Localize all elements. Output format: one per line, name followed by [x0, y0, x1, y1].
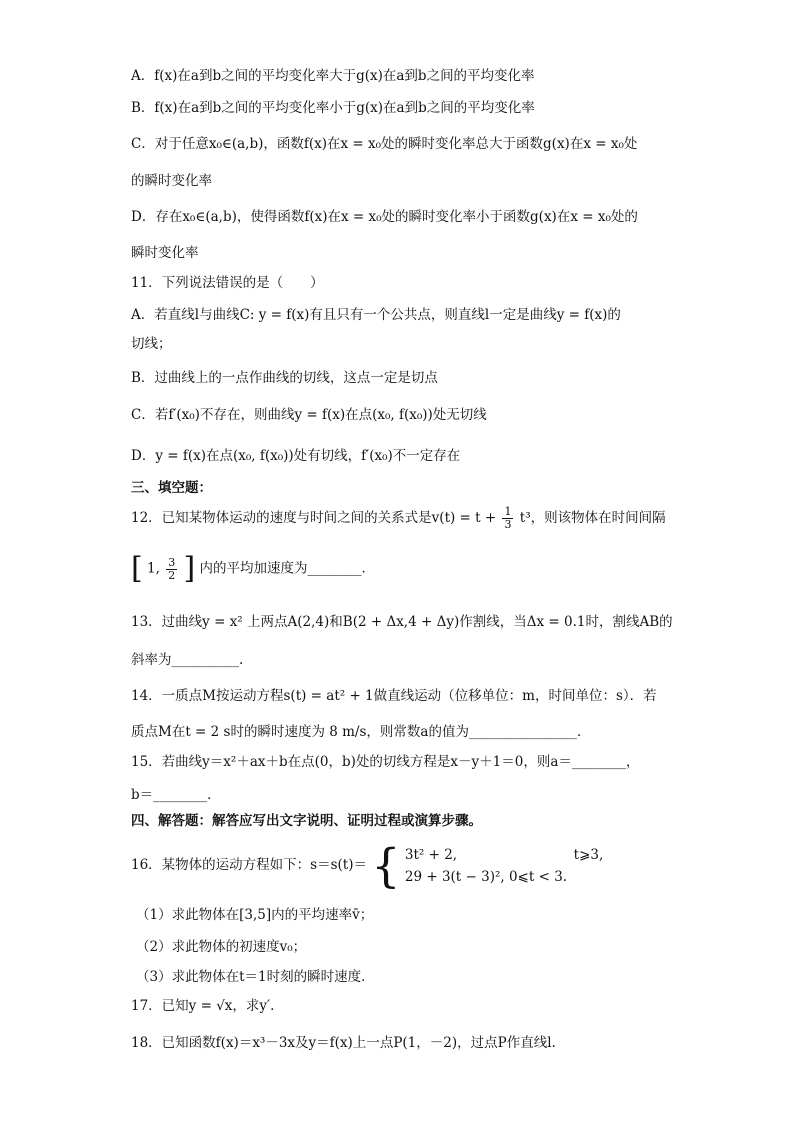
q12-fraction-den: 3: [504, 518, 512, 531]
q12-interval-left: 1,: [147, 560, 160, 577]
q16-prefix: 16．某物体的运动方程如下：s＝s(t)＝: [131, 857, 367, 873]
q16-sub2: （2）求此物体的初速度v₀；: [136, 939, 307, 955]
q12-fraction: [502, 506, 513, 531]
q11-option-c: C．若f′(x₀)不存在，则曲线y = f(x)在点(x₀, f(x₀))处无切线: [131, 407, 487, 423]
q10-option-d-line1: D．存在x₀∈(a,b)，使得函数f(x)在x = x₀处的瞬时变化率小于函数g(x)在x = x₀处的: [131, 209, 638, 225]
q18: 18．已知函数f(x)＝x³－3x及y＝f(x)上一点P(1，－2)，过点P作直线l.: [131, 1035, 556, 1051]
q11-option-a-line1: A．若直线l与曲线C: y = f(x)有且只有一个公共点，则直线l一定是曲线y = f(x)的: [131, 307, 621, 323]
section-answer-heading: 四、解答题：解答应写出文字说明、证明过程或演算步骤。: [131, 813, 482, 829]
q12-left-bracket: [: [131, 551, 143, 586]
section-fill-in-heading: 三、填空题：: [131, 480, 212, 496]
q11-option-a-line2: 切线；: [131, 336, 172, 352]
q15-line2: b＝________．: [131, 787, 221, 803]
q16-sub1: （1）求此物体在[3,5]内的平均速率v̄；: [136, 907, 374, 923]
q12-line1: [131, 506, 666, 531]
q16-case-2: 29 + 3(t − 3)², 0⩽t < 3.: [404, 868, 568, 885]
q14-line1: 14．一质点M按运动方程s(t) = at² + 1做直线运动（位移单位：m，时间单位：s）．若: [131, 688, 657, 704]
q16-sub3: （3）求此物体在t＝1时刻的瞬时速度．: [136, 969, 375, 985]
q12-interval-fraction: [166, 557, 177, 582]
q10-option-a: A．f(x)在a到b之间的平均变化率大于g(x)在a到b之间的平均变化率: [131, 68, 535, 84]
q12-line2-suffix: 内的平均加速度为________．: [199, 560, 376, 577]
q17: 17．已知y = √x，求y′.: [131, 998, 275, 1014]
q16-case1-expr: 3t² + 2,: [404, 846, 458, 863]
q16-brace: {: [371, 838, 401, 893]
q12-interval-num: 3: [168, 555, 176, 569]
q15-line1: 15．若曲线y＝x²＋ax＋b在点(0，b)处的切线方程是x－y＋1＝0，则a＝________，: [131, 754, 640, 770]
q14-line2: 质点M在t = 2 s时的瞬时速度为 8 m/s，则常数a的值为________________．: [131, 724, 591, 740]
q10-option-c-line1: C．对于任意x₀∈(a,b)，函数f(x)在x = x₀处的瞬时变化率总大于函数g(x)在x = x₀处: [131, 136, 638, 152]
q16-case-1: [405, 844, 603, 866]
q11-option-b: B．过曲线上的一点作曲线的切线，这点一定是切点: [131, 370, 438, 386]
q12-prefix: 12．已知某物体运动的速度与时间之间的关系式是v(t) = t +: [131, 510, 497, 526]
q10-option-c-line2: 的瞬时变化率: [131, 173, 212, 189]
q16-cases: [405, 844, 603, 888]
q13-line1: 13．过曲线y = x² 上两点A(2,4)和B(2 + Δx,4 + Δy)作割线，当Δx = 0.1时，割线AB的: [131, 614, 673, 630]
q11-option-d: D．y = f(x)在点(x₀, f(x₀))处有切线，f′(x₀)不一定存在: [131, 448, 461, 464]
q12-fraction-num: 1: [504, 505, 512, 518]
q16-equation: [131, 838, 604, 893]
q12-right-bracket: ]: [183, 551, 196, 586]
q12-line2: [131, 551, 376, 586]
q13-line2: 斜率为__________.: [131, 652, 244, 668]
q10-option-b: B．f(x)在a到b之间的平均变化率小于g(x)在a到b之间的平均变化率: [131, 100, 535, 116]
q11-stem: 11．下列说法错误的是（ ）: [131, 275, 324, 291]
q16-case1-cond: t⩾3,: [573, 846, 604, 863]
q12-interval-den: 2: [168, 568, 176, 582]
q10-option-d-line2: 瞬时变化率: [131, 245, 199, 261]
q12-suffix: t³，则该物体在时间间隔: [519, 510, 666, 526]
